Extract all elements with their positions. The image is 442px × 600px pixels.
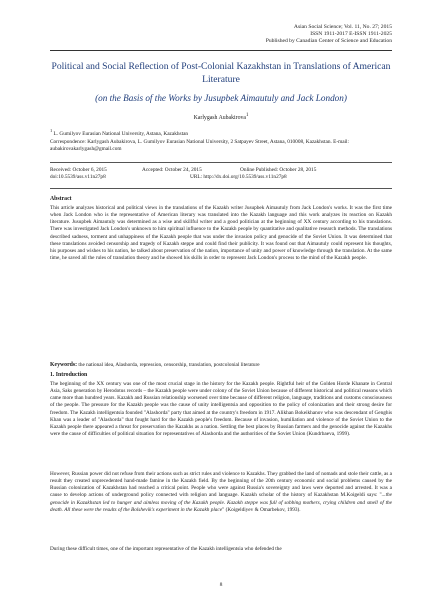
publication-dates bbox=[50, 167, 392, 181]
author-name: Karlygash Aubakirova bbox=[193, 114, 246, 121]
keywords-label: Keywords: bbox=[50, 362, 78, 368]
author-line bbox=[50, 113, 392, 121]
koigeldi-quote: ...the genocide in Kazakhstan led to hunger and aimless moving of the Kazakh people. Kazakh steppe was full of sobbing mothers, crying children and smell of the death. All these were the results of the Bolshevik's experiment in the Kazakh place bbox=[50, 492, 392, 513]
intro-paragraph-2-citation: " (Koigeldiyev & Omarbekov, 1993). bbox=[222, 506, 301, 513]
dates-top-divider bbox=[50, 162, 392, 163]
abstract-heading: Abstract bbox=[50, 196, 72, 202]
issn-line: ISSN 1911-2017 E-ISSN 1911-2025 bbox=[310, 31, 392, 37]
dates-bottom-divider bbox=[50, 188, 392, 189]
article-url[interactable]: URL: http://dx.doi.org/10.5539/ass.v11n27p8 bbox=[190, 174, 287, 181]
affiliation-text: L. Gumilyov Eurasian National University, Astana, Kazakhstan bbox=[52, 130, 189, 137]
keywords-text: the national idea, Alashorda, repression, censorship, translation, postcolonial literature bbox=[77, 362, 260, 368]
author-superscript: 1 bbox=[245, 113, 249, 118]
accepted-date: Accepted: October 24, 2015 bbox=[142, 167, 202, 173]
journal-volume-line: Asian Social Science; Vol. 11, No. 27; 2015 bbox=[293, 24, 392, 30]
affiliation bbox=[50, 127, 392, 138]
publisher-line: Published by Canadian Center of Science and Education bbox=[265, 38, 392, 44]
intro-paragraph-3: During these difficult times, one of the important representative of the Kazakh intelligentsia who defended the bbox=[50, 546, 282, 552]
abstract-text: This article analyzes historical and political views in the translations of the Kazakh writer Jusupbek Aimautuly from Jack London's works. It was the first time when Jack London who is the representative of American literary was translated into the Kazakh language and this work analyzes its reaction on Kazakh literature. Jusupbek Aimautuly was determined as a wise and skillful writer and a good politician at the beginning of XX century according to his translations. There was investigated Jack London's unknown to him spiritual influence to the Kazakh people by quantitative and qualitative research methods. The translations described sadness, torment and unhappiness of the Kazakh people that was under the invasion policy and genocide of the Soviet Union. It was determined that these translations avoided censorship and tragedy of Kazakh steppe and could find their publicity. It was found out that Aimautuly could represent his thoughts, his purposes and wishes to his nation, he talked about preservation of the nation, importance of unity and power of knowledge through the translation. At the same time, he saved all the rules of translation theory and he showed his skills in order to represent Jack London's process to the mind of the Kazakh people. bbox=[50, 205, 392, 262]
intro-paragraph-2 bbox=[50, 471, 392, 514]
running-head bbox=[266, 24, 392, 45]
affiliation-superscript: 1 bbox=[50, 128, 53, 133]
correspondence: Correspondence: Karlygash Aubakirova, L. Gumilyov Eurasian National University, 2 Satpayev Street, Astana, 010008, Kazakhstan. E-mail: aubakirovakarlygash@gmail.com bbox=[50, 139, 350, 153]
intro-paragraph-1: The beginning of the XX century was one of the most crucial stage in the history for the Kazakh people. Rightful heir of the Golden Horde Khanate in Central Asia, Saks generation by Herodotus records – the Kazakh people were under colony of the Soviet Union because of different historical and political reasons which came more than hundred years. Kazakh and Russian relationship worsened over time because of different religion, language, traditions and customs consciousness of the people. The pressure for the Kazakh people was the cause of unity intelligentsia and opposition to the policy of colonization and their strong desire for freedom. The Kazakh intelligentsia founded "Alashorda" party that aimed at the country's freedom in 1917. Alikhan Bokeikhanov who was descendant of Genghis Khan was a leader of "Alashorda" that fought hard for the Kazakh people's freedom. Because of invasion, humiliation and violence of the Soviet Union to the Kazakh people there appeared a threat for preservation the Kazakhs as a nation. Settling the best places by Russian farmers and the genocide against the Kazakhs were the cause of difficulties of political situation for representatives of Alashorda and the authorities of the Soviet Union (Kundrbaeva, 1999). bbox=[50, 381, 392, 438]
received-date: Received: October 6, 2015 bbox=[50, 167, 107, 173]
page-number: 8 bbox=[219, 582, 223, 588]
header-divider bbox=[50, 50, 392, 51]
doi: doi:10.5539/ass.v11n27p8 bbox=[50, 174, 106, 181]
online-date: Online Published: October 28, 2015 bbox=[240, 167, 317, 173]
article-subtitle: (on the Basis of the Works by Jusupbek Aimautuly and Jack London) bbox=[95, 93, 347, 103]
intro-paragraph-2-text: However, Russian power did not refuse from their actions such as strict rules and violence to Kazakhs. They grabbed the land of nomads and stole their cattle, as a result they created unprecedented hand-made famine in the Kazakh field. By the beginning of the 20th century economic and social problems caused by the Russian colonization of Kazakhstan had reached a critical point. People who were against Russia's sovereignty and laws were deported and arrested. It was a cause to develop actions of underground policy connected with religion and language. Kazakh scholar of the history of Kazakhstan M.Koigeldi says: " bbox=[50, 471, 392, 499]
article-title: Political and Social Reflection of Post-Colonial Kazakhstan in Translations of American Literature bbox=[51, 61, 391, 85]
keywords bbox=[50, 362, 392, 369]
section-heading-introduction: 1. Introduction bbox=[50, 372, 88, 378]
